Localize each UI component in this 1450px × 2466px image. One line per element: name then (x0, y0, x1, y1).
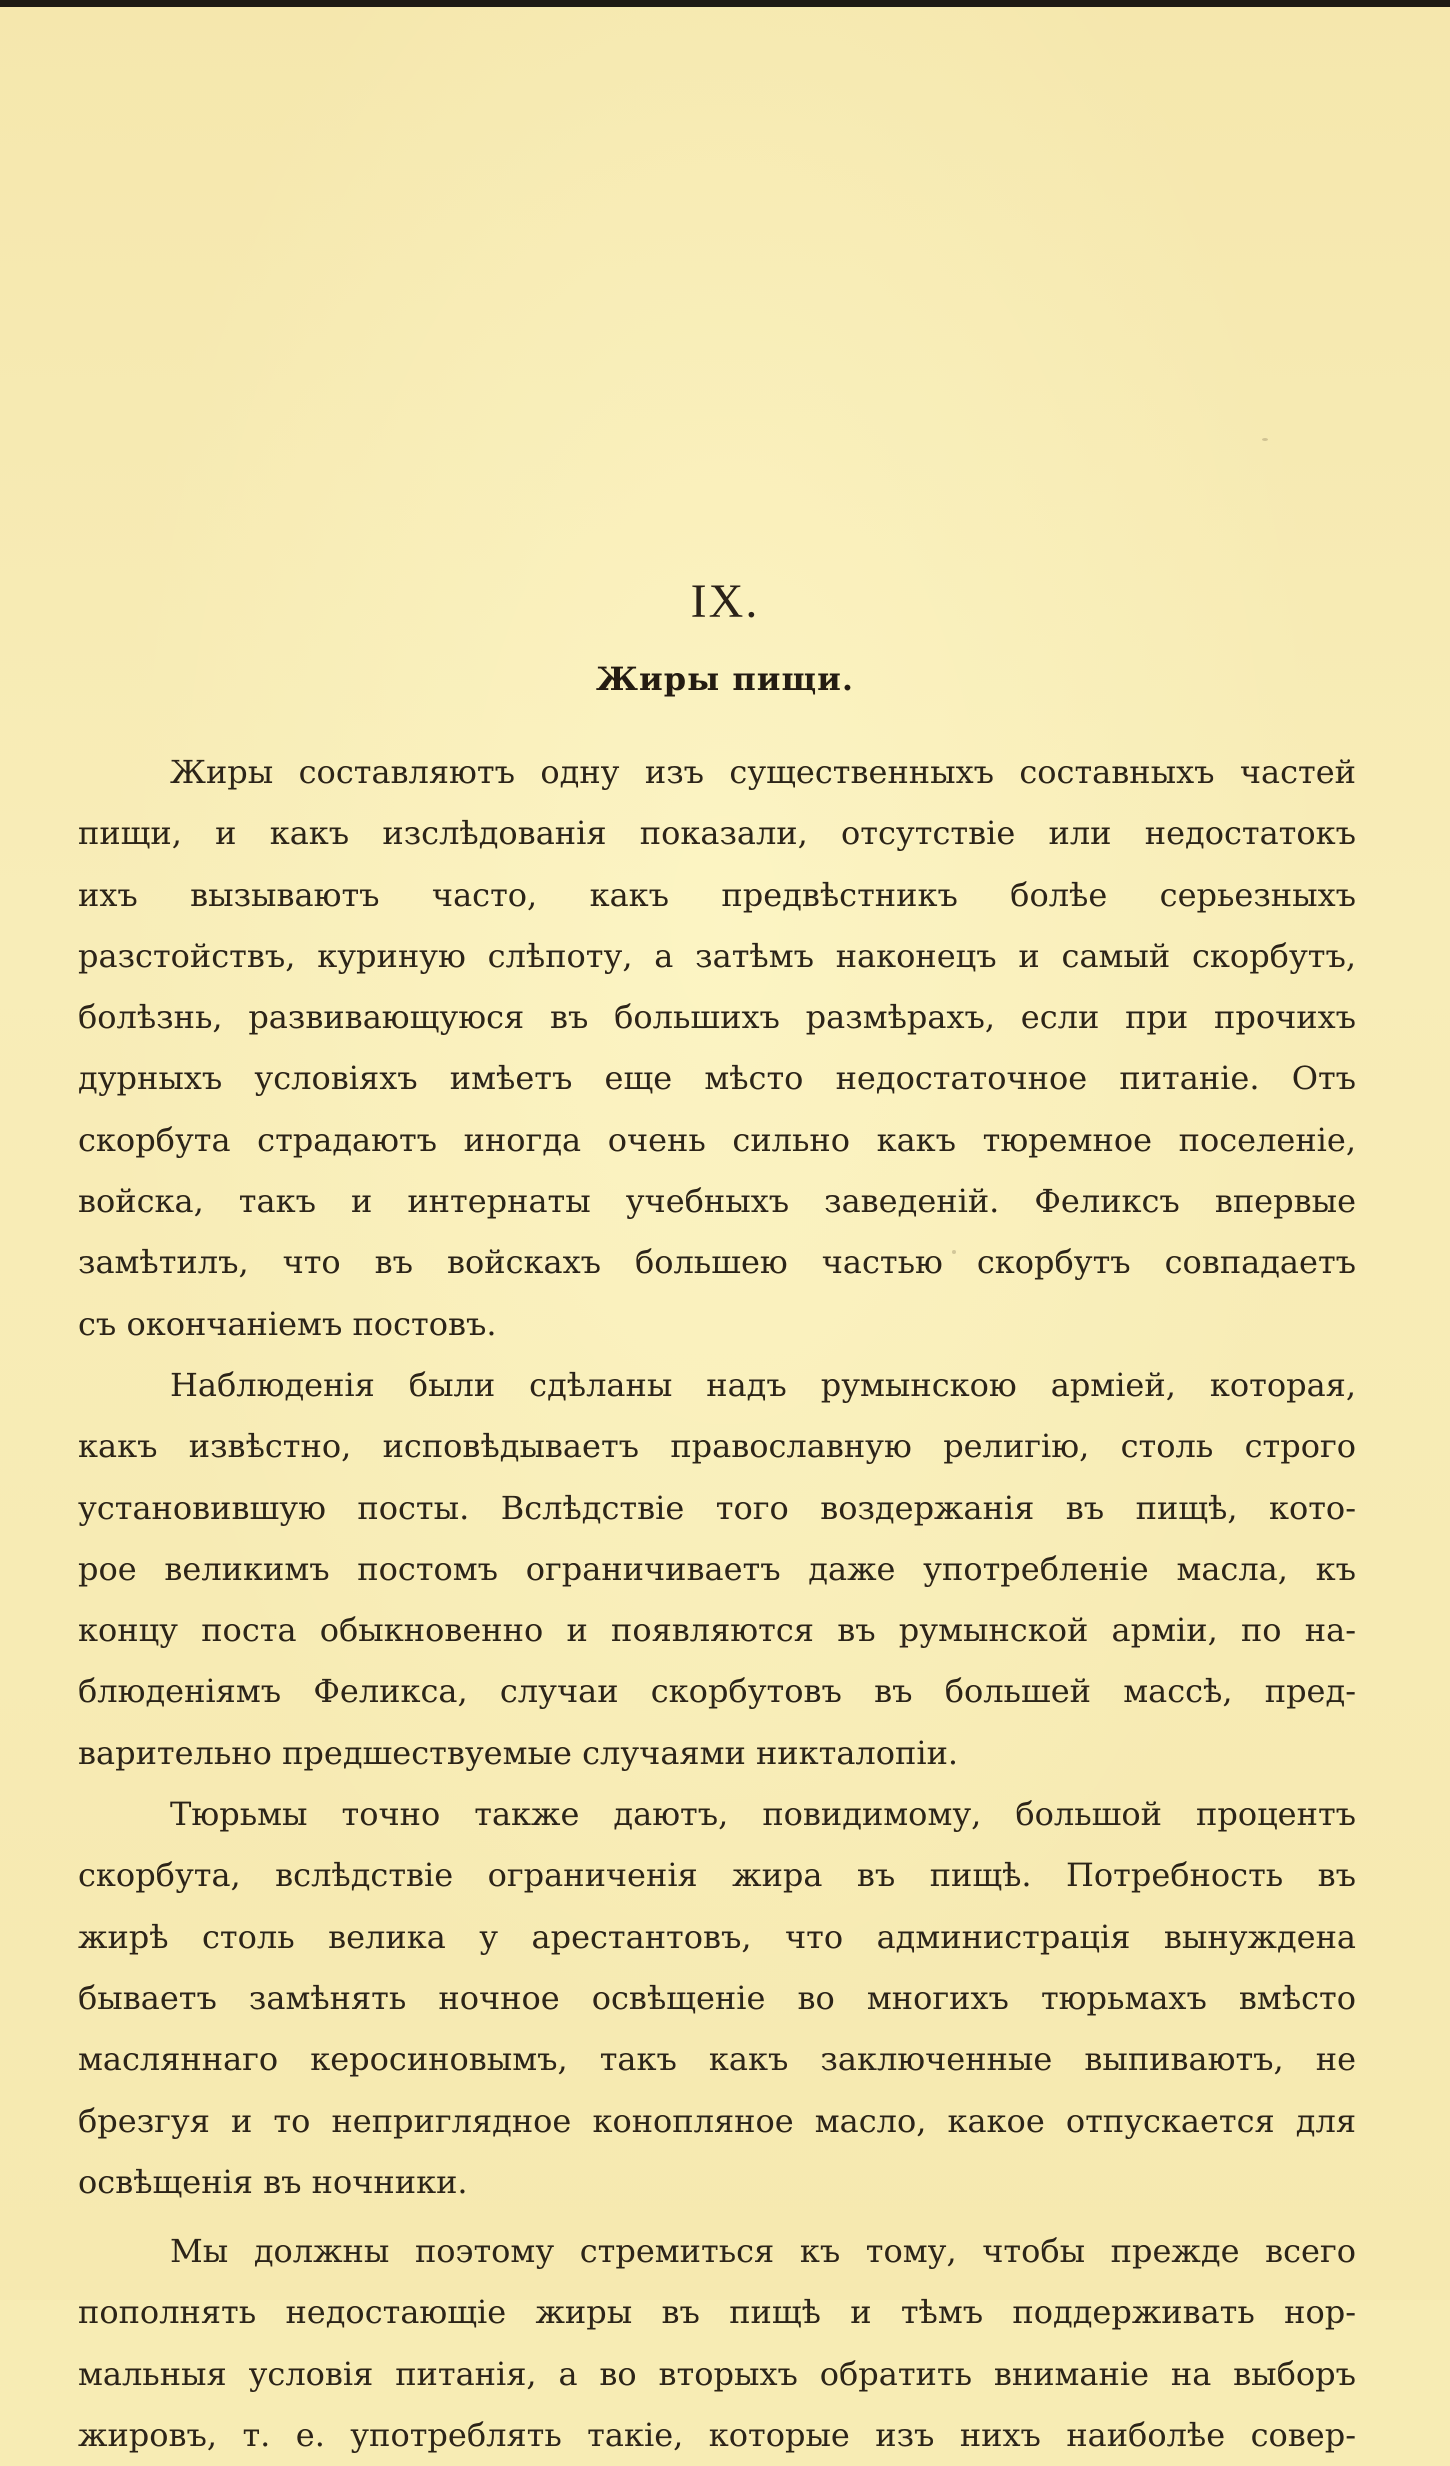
text-line: рое великимъ постомъ ограничиваетъ даже употребленіе масла, къ (78, 1549, 1356, 1588)
text-line: скорбута, вслѣдствіе ограниченія жира въ пищѣ. Потребность въ (78, 1856, 1356, 1895)
chapter-number: IX. (690, 575, 760, 628)
text-line: освѣщенія въ ночники. (78, 2162, 468, 2201)
text-line: разстойствъ, куриную слѣпоту, а затѣмъ наконецъ и самый скорбутъ, (78, 936, 1356, 975)
text-line: пищи, и какъ изслѣдованія показали, отсутствіе или недостатокъ (78, 814, 1356, 853)
text-line: скорбута страдаютъ иногда очень сильно какъ тюремное поселеніе, (78, 1120, 1356, 1159)
text-line: какъ извѣстно, исповѣдываетъ православную религію, столь строго (78, 1427, 1356, 1466)
text-line: блюденіямъ Феликса, случаи скорбутовъ въ большей массѣ, пред- (78, 1672, 1356, 1711)
text-line: масляннаго керосиновымъ, такъ какъ заключенные выпиваютъ, не (78, 2040, 1356, 2079)
text-line: установившую посты. Вслѣдствіе того воздержанія въ пищѣ, кото- (78, 1488, 1356, 1527)
text-line: дурныхъ условіяхъ имѣетъ еще мѣсто недостаточное питаніе. Отъ (78, 1059, 1356, 1098)
text-line: съ окончаніемъ постовъ. (78, 1304, 497, 1343)
text-line: мальныя условія питанія, а во вторыхъ обратить вниманіе на выборъ (78, 2354, 1356, 2393)
text-line: брезгуя и то неприглядное конопляное масло, какое отпускается для (78, 2101, 1356, 2140)
text-line: концу поста обыкновенно и появляются въ румынской арміи, по на- (78, 1611, 1356, 1650)
text-line: войска, такъ и интернаты учебныхъ заведеній. Феликсъ впервые (78, 1182, 1356, 1221)
text-line: замѣтилъ, что въ войскахъ большею частью скорбутъ совпадаетъ (78, 1243, 1356, 1282)
text-line: болѣзнь, развивающуюся въ большихъ размѣрахъ, если при прочихъ (78, 998, 1356, 1037)
body-text (78, 742, 1356, 2466)
text-line: Наблюденія были сдѣланы надъ румынскою арміей, которая, (170, 1365, 1356, 1404)
paper-speck (1262, 438, 1268, 441)
text-line: Жиры составляютъ одну изъ существенныхъ составныхъ частей (170, 753, 1356, 791)
chapter-title: Жиры пищи. (596, 660, 854, 698)
text-line: ихъ вызываютъ часто, какъ предвѣстникъ болѣе серьезныхъ (78, 875, 1356, 914)
text-line: жирѣ столь велика у арестантовъ, что администрація вынуждена (78, 1917, 1356, 1956)
text-line: Тюрьмы точно также даютъ, повидимому, большой процентъ (170, 1795, 1356, 1834)
text-line: бываетъ замѣнять ночное освѣщеніе во многихъ тюрьмахъ вмѣсто (78, 1978, 1356, 2017)
text-line: Мы должны поэтому стремиться къ тому, чтобы прежде всего (170, 2232, 1356, 2271)
top-edge-rule (0, 0, 1450, 7)
text-line: варительно предшествуемые случаями никталопіи. (78, 1733, 959, 1772)
text-line: жировъ, т. е. употреблять такіе, которые изъ нихъ наиболѣе совер- (78, 2416, 1356, 2455)
text-line: пополнять недостающіе жиры въ пищѣ и тѣмъ поддерживать нор- (78, 2293, 1356, 2332)
